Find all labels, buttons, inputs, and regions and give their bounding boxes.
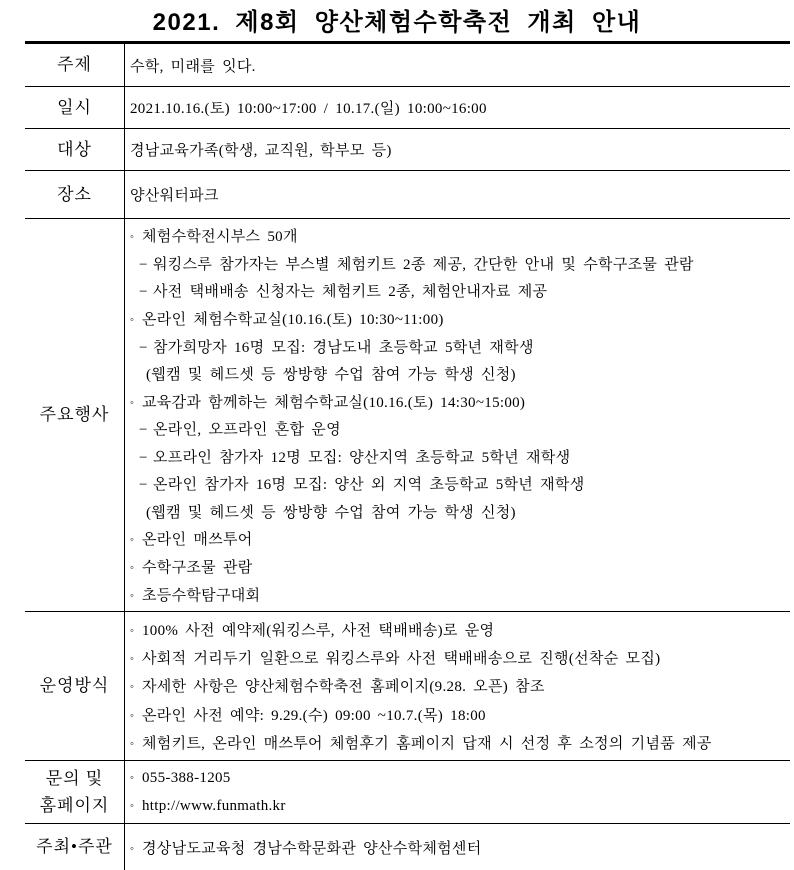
- bullet-icon: ◦: [130, 653, 135, 666]
- table-row: [25, 612, 790, 761]
- content-text: 참가희망자 16명 모집: 경남도내 초등학교 5학년 재학생: [153, 339, 534, 356]
- content-text: 워킹스루 참가자는 부스별 체험키트 2종 제공, 간단한 안내 및 수학구조물 관람: [153, 256, 694, 273]
- row-content: [125, 129, 790, 170]
- row-label: [25, 171, 125, 218]
- row-label: [25, 129, 125, 170]
- bullet-icon: ◦: [130, 709, 135, 722]
- row-label-line: 일시: [57, 97, 92, 117]
- dash-icon: −: [139, 284, 148, 301]
- row-label-line: 문의 및: [45, 768, 104, 788]
- dash-icon: −: [139, 449, 148, 466]
- content-line: [125, 675, 780, 696]
- row-label: [25, 612, 125, 760]
- dash-icon: −: [139, 477, 148, 494]
- content-text: (웹캠 및 헤드셋 등 쌍방향 수업 참여 가능 학생 신청): [146, 504, 516, 521]
- bullet-icon: ◦: [130, 624, 135, 637]
- content-text: 온라인 체험수학교실(10.16.(토) 10:30~11:00): [142, 311, 444, 328]
- row-label: [25, 824, 125, 870]
- row-label-line: 주요행사: [39, 405, 110, 425]
- content-line: [125, 308, 780, 329]
- content-text: 체험키트, 온라인 매쓰투어 체험후기 홈페이지 답재 시 선정 후 소정의 기념품 제공: [142, 736, 712, 753]
- content-text: 수학구조물 관람: [142, 560, 253, 577]
- bullet-icon: ◦: [130, 396, 135, 409]
- content-text: 2021.10.16.(토) 10:00~17:00 / 10.17.(일) 10:00~16:00: [130, 101, 487, 117]
- row-label: [25, 219, 125, 611]
- content-text: 경상남도교육청 경남수학문화관 양산수학체험센터: [142, 840, 482, 857]
- content-line: [125, 391, 780, 412]
- content-text: 체험수학전시부스 50개: [142, 229, 298, 246]
- table-row: [25, 87, 790, 129]
- content-line: [125, 446, 780, 467]
- content-text: 교육감과 함께하는 체험수학교실(10.16.(토) 14:30~15:00): [142, 394, 526, 411]
- content-text: 온라인 매쓰투어: [142, 532, 253, 549]
- row-content: [125, 44, 790, 86]
- content-text: 100% 사전 예약제(워킹스루, 사전 택배배송)로 운영: [142, 622, 495, 639]
- bullet-icon: ◦: [130, 771, 135, 784]
- content-text: 055-388-1205: [142, 769, 231, 786]
- row-content: [125, 171, 790, 218]
- bullet-icon: ◦: [130, 313, 135, 326]
- content-line: [125, 253, 780, 274]
- content-text: 경남교육가족(학생, 교직원, 학부모 등): [130, 143, 392, 159]
- content-line: [125, 225, 780, 246]
- content-line: [125, 139, 780, 160]
- row-label-line: 장소: [57, 184, 92, 204]
- bullet-icon: ◦: [130, 231, 135, 244]
- row-label: [25, 87, 125, 128]
- content-text: http://www.funmath.kr: [142, 797, 286, 814]
- content-line: [125, 97, 780, 118]
- row-label: [25, 44, 125, 86]
- content-text: 양산워터파크: [130, 188, 219, 204]
- content-text: 자세한 사항은 양산체험수학축전 홈페이지(9.28. 오픈) 참조: [142, 679, 545, 696]
- row-content: [125, 761, 790, 823]
- table-row: [25, 44, 790, 87]
- content-line: [125, 837, 780, 858]
- dash-icon: −: [139, 339, 148, 356]
- content-line: [125, 770, 780, 787]
- bullet-icon: ◦: [130, 799, 135, 812]
- content-line: [125, 704, 780, 725]
- row-label-line: 주제: [57, 55, 92, 75]
- table-row: [25, 129, 790, 171]
- content-line: [125, 336, 780, 357]
- content-line: [125, 528, 780, 549]
- content-text: 사회적 거리두기 일환으로 워킹스루와 사전 택배배송으로 진행(선착순 모집): [142, 651, 661, 668]
- row-label-line: 운영방식: [39, 676, 110, 696]
- content-text: 사전 택배배송 신청자는 체험키트 2종, 체험안내자료 제공: [153, 284, 548, 301]
- row-content: [125, 219, 790, 611]
- content-line: [125, 280, 780, 301]
- table-row: [25, 171, 790, 219]
- row-content: [125, 612, 790, 760]
- content-line: [125, 556, 780, 577]
- content-line: [125, 732, 780, 753]
- bullet-icon: ◦: [130, 842, 135, 855]
- page-title: 2021. 제8회 양산체험수학축전 개최 안내: [152, 9, 642, 36]
- content-text: 수학, 미래를 잇다.: [130, 58, 256, 75]
- dash-icon: −: [139, 256, 148, 273]
- dash-icon: −: [139, 422, 148, 439]
- content-text: 온라인 사전 예약: 9.29.(수) 09:00 ~10.7.(목) 18:00: [142, 707, 486, 724]
- content-line: [125, 184, 780, 205]
- table-row: [25, 219, 790, 612]
- table-row: [25, 761, 790, 824]
- content-text: 오프라인 참가자 12명 모집: 양산지역 초등학교 5학년 재학생: [153, 449, 571, 466]
- content-line: [125, 798, 780, 815]
- content-line: [125, 55, 780, 76]
- content-line: [125, 363, 780, 384]
- bullet-icon: ◦: [130, 562, 135, 575]
- content-text: 초등수학탐구대회: [142, 587, 261, 604]
- bullet-icon: ◦: [130, 589, 135, 602]
- row-label-line: 대상: [57, 139, 92, 159]
- row-label-line: 주최•주관: [36, 837, 113, 857]
- content-text: (웹캠 및 헤드셋 등 쌍방향 수업 참여 가능 학생 신청): [146, 367, 516, 384]
- content-text: 온라인, 오프라인 혼합 운영: [153, 422, 341, 439]
- row-content: [125, 87, 790, 128]
- row-content: [125, 824, 790, 870]
- bullet-icon: ◦: [130, 738, 135, 751]
- content-line: [125, 418, 780, 439]
- bullet-icon: ◦: [130, 534, 135, 547]
- content-line: [125, 501, 780, 522]
- content-line: [125, 647, 780, 668]
- table-row: [25, 824, 790, 870]
- row-label-line: 홈페이지: [39, 796, 110, 815]
- content-line: [125, 473, 780, 494]
- info-table: [25, 41, 790, 870]
- content-text: 온라인 참가자 16명 모집: 양산 외 지역 초등학교 5학년 재학생: [153, 477, 585, 494]
- content-line: [125, 584, 780, 605]
- row-label: [25, 761, 125, 823]
- bullet-icon: ◦: [130, 681, 135, 694]
- content-line: [125, 619, 780, 640]
